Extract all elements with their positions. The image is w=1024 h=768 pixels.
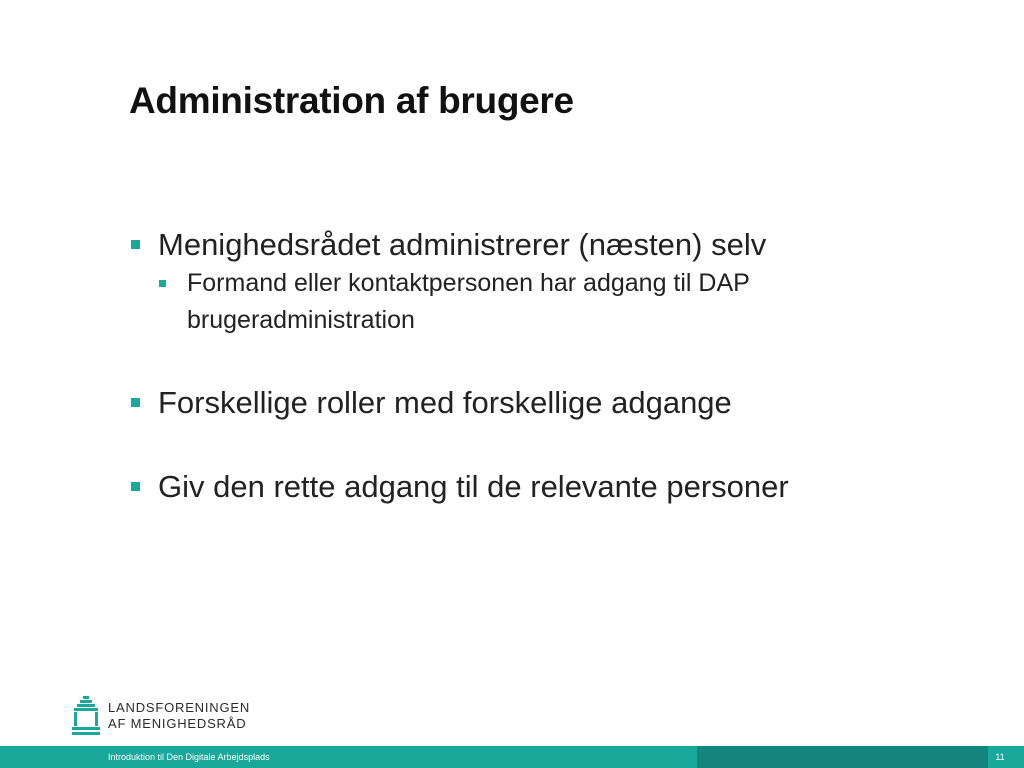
footer-band-middle [697,746,988,768]
square-bullet-icon [159,280,166,287]
bullet-item [130,225,950,339]
footer-caption: Introduktion til Den Digitale Arbejdsplads [108,752,270,762]
logo-line-1: LANDSFORENINGEN [108,700,251,715]
bullet-text: Menighedsrådet administrerer (næsten) selv [158,227,767,262]
bullet-text: Forskellige roller med forskellige adgange [158,385,732,420]
bullet-item [130,383,950,423]
square-bullet-icon [131,240,140,249]
logo-wordmark [108,700,250,732]
organization-logo [72,696,250,736]
square-bullet-icon [131,398,140,407]
square-bullet-icon [131,482,140,491]
sub-bullet-item [158,265,907,339]
footer-bar [0,746,1024,768]
bullet-list [130,225,950,507]
sub-bullet-text: Formand eller kontaktpersonen har adgang til DAP brugeradministration [187,269,750,334]
bullet-text: Giv den rette adgang til de relevante personer [158,469,789,504]
page-number: 11 [995,752,1005,762]
bullet-item [130,467,950,507]
slide-title: Administration af brugere [129,80,574,121]
church-roof-icon [72,696,100,736]
logo-line-2: AF MENIGHEDSRÅD [108,716,247,731]
sub-bullet-list [158,265,950,339]
footer-band-left [0,746,697,768]
